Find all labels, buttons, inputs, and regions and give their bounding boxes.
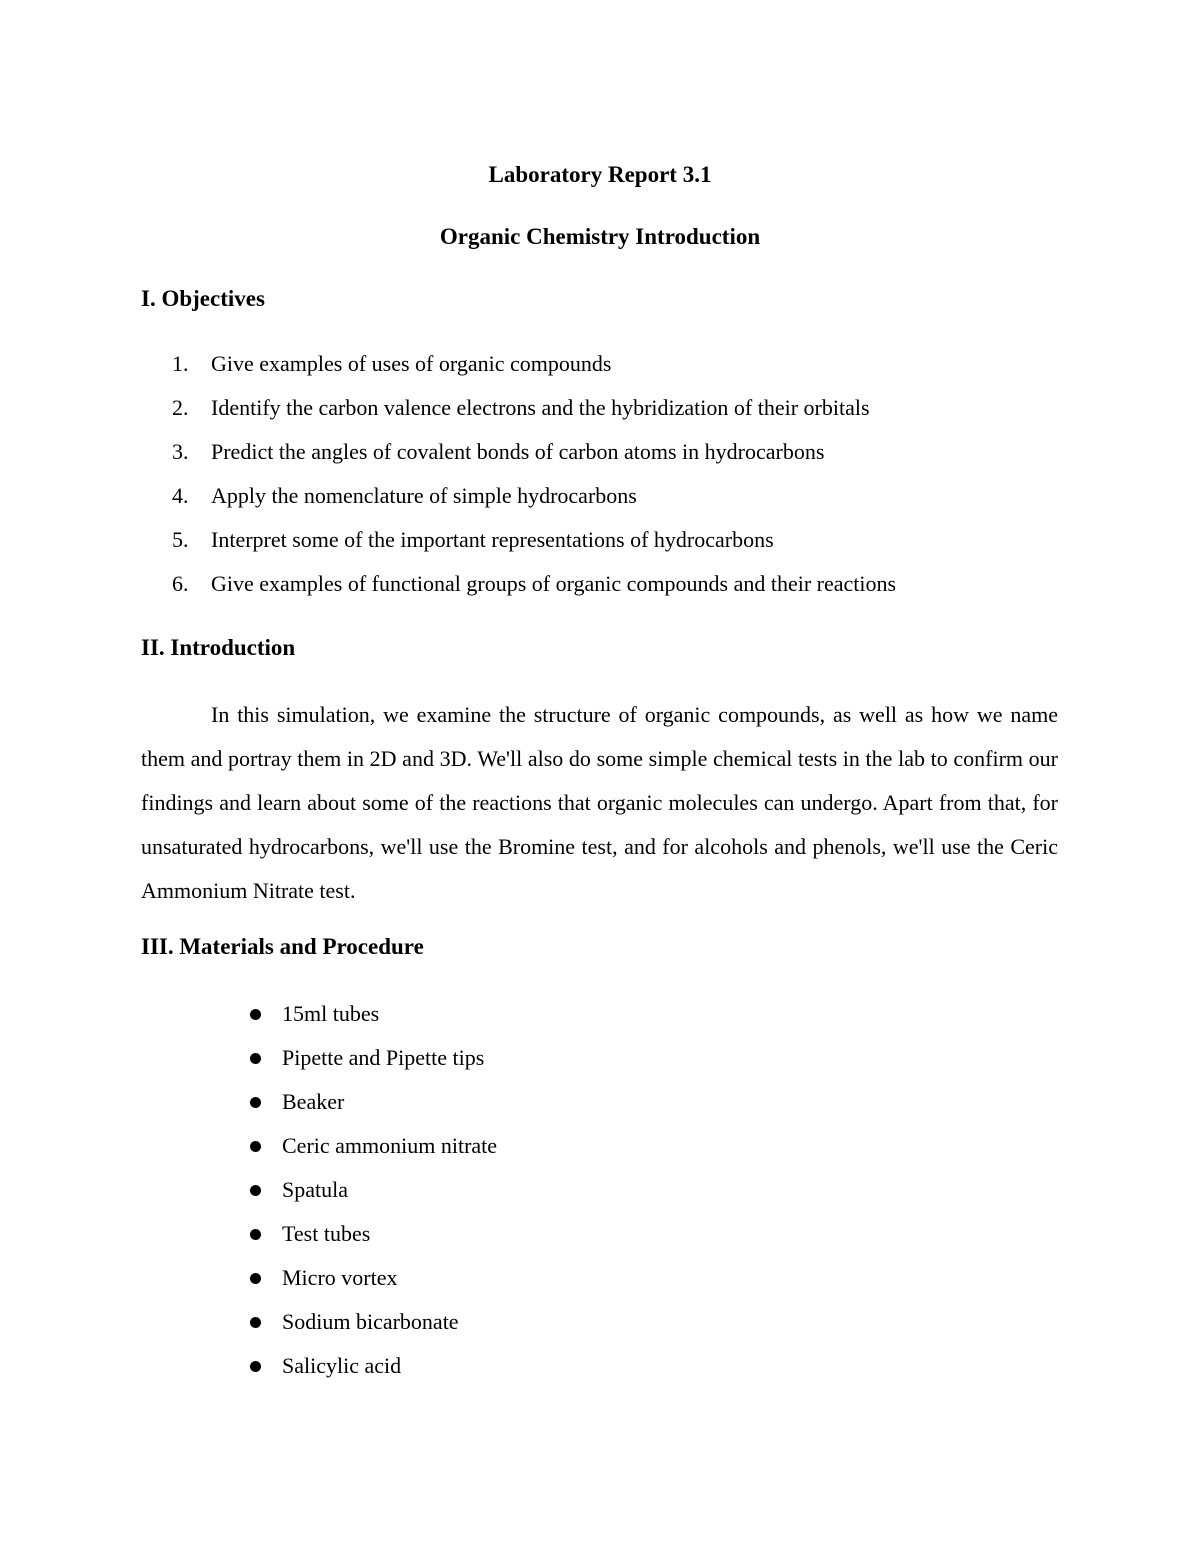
bullet-icon bbox=[250, 1185, 261, 1196]
material-text: 15ml tubes bbox=[282, 1001, 380, 1026]
objectives-heading: I. Objectives bbox=[141, 286, 265, 311]
objective-text: Interpret some of the important representations of hydrocarbons bbox=[211, 527, 774, 552]
material-text: Micro vortex bbox=[282, 1265, 398, 1290]
material-text: Pipette and Pipette tips bbox=[282, 1045, 485, 1070]
material-text: Ceric ammonium nitrate bbox=[282, 1133, 498, 1158]
objective-text: Give examples of functional groups of organic compounds and their reactions bbox=[211, 571, 897, 596]
materials-heading: III. Materials and Procedure bbox=[141, 934, 424, 959]
bullet-icon bbox=[250, 1009, 261, 1020]
objective-text: Identify the carbon valence electrons and the hybridization of their orbitals bbox=[211, 395, 870, 420]
objective-number: 1. bbox=[172, 351, 189, 376]
report-title: Laboratory Report 3.1 bbox=[488, 162, 712, 187]
material-text: Spatula bbox=[282, 1177, 348, 1202]
objective-number: 3. bbox=[172, 439, 189, 464]
bullet-icon bbox=[250, 1229, 261, 1240]
bullet-icon bbox=[250, 1361, 261, 1372]
objective-number: 5. bbox=[172, 527, 189, 552]
report-subtitle: Organic Chemistry Introduction bbox=[439, 224, 761, 249]
material-text: Sodium bicarbonate bbox=[282, 1309, 459, 1334]
material-text: Beaker bbox=[282, 1089, 345, 1114]
introduction-heading: II. Introduction bbox=[141, 635, 296, 660]
objective-text: Apply the nomenclature of simple hydrocarbons bbox=[211, 483, 637, 508]
objective-number: 2. bbox=[172, 395, 189, 420]
bullet-icon bbox=[250, 1317, 261, 1328]
objective-number: 6. bbox=[172, 571, 189, 596]
objective-number: 4. bbox=[172, 483, 189, 508]
material-text: Salicylic acid bbox=[282, 1353, 402, 1378]
bullet-icon bbox=[250, 1097, 261, 1108]
bullet-icon bbox=[250, 1141, 261, 1152]
bullet-icon bbox=[250, 1053, 261, 1064]
bullet-icon bbox=[250, 1273, 261, 1284]
objective-text: Give examples of uses of organic compounds bbox=[211, 351, 612, 376]
objective-text: Predict the angles of covalent bonds of carbon atoms in hydrocarbons bbox=[211, 439, 825, 464]
introduction-paragraph: In this simulation, we examine the structure of organic compounds, as well as how we name them and portray them in 2D and 3D. We'll also do some simple chemical tests in the lab to confirm our findings and learn about some of the reactions that organic molecules can undergo. Apart from that, for unsaturated hydrocarbons, we'll use the Bromine test, and for alcohols and phenols, we'll use the Ceric Ammonium Nitrate test. bbox=[141, 702, 1058, 903]
material-text: Test tubes bbox=[282, 1221, 371, 1246]
